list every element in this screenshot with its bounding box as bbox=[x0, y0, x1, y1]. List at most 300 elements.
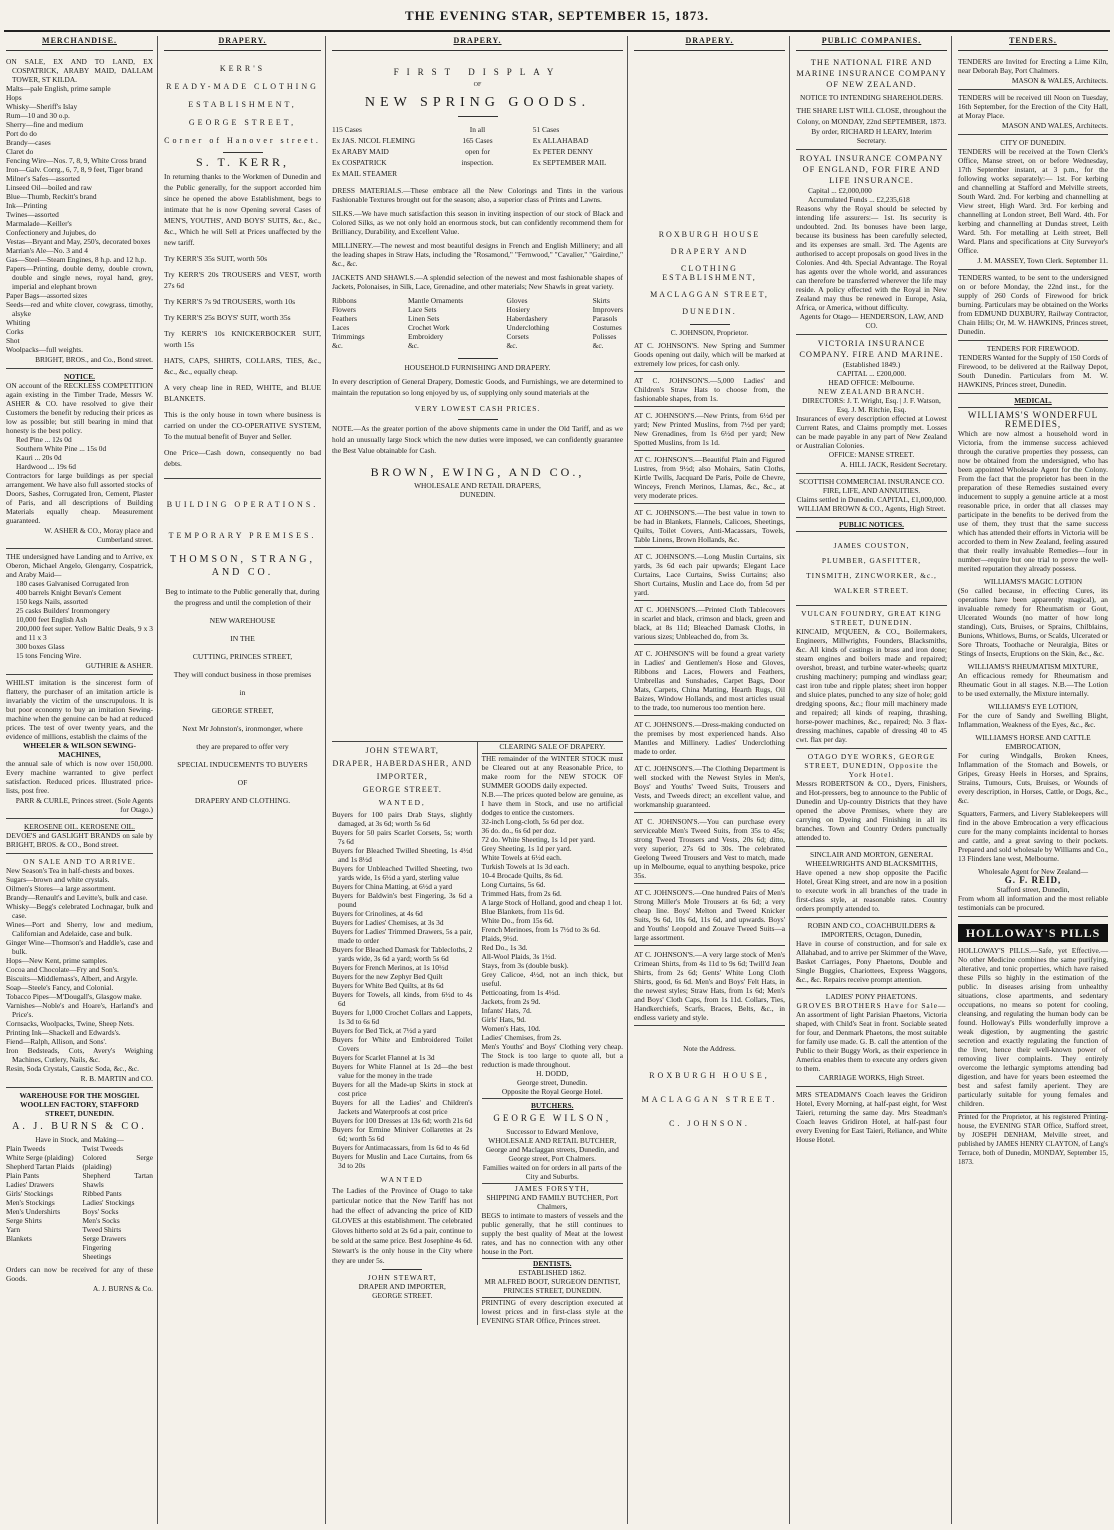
title-line: JOHN STEWART, bbox=[365, 746, 439, 755]
tender-city-dunedin bbox=[958, 135, 1108, 270]
head-office: HEAD OFFICE: Melbourne. bbox=[828, 378, 915, 387]
clearing-item: 36 do. do., 6s 6d per doz. bbox=[481, 826, 557, 835]
ship-line: Ex COSPATRICK bbox=[332, 158, 387, 167]
new-spring-goods: NEW SPRING GOODS. bbox=[364, 95, 591, 110]
tsc-line: IN THE bbox=[230, 634, 255, 643]
goods-grid-item: &c. bbox=[592, 341, 604, 350]
column-drapery-kerr bbox=[160, 36, 326, 1524]
clearing-item: White Towels at 6½d each. bbox=[481, 853, 562, 862]
groves-brothers-ad bbox=[796, 989, 947, 1087]
capital-list bbox=[796, 186, 947, 204]
goods-item: New Season's Tea in half-chests and boxes. bbox=[6, 866, 135, 875]
signature: BRIGHT, BROS., and Co., Bond street. bbox=[35, 355, 153, 364]
signature: W. ASHER & CO., Moray place and Cumberland street. bbox=[44, 526, 153, 544]
column-header: DRAPERY. bbox=[634, 36, 785, 51]
merchandise-item: Rum—10 and 30 o.p. bbox=[6, 111, 70, 120]
national-fire-ad bbox=[796, 54, 947, 150]
wanted-heading: WANTED, bbox=[378, 798, 426, 807]
ad-title: ROYAL INSURANCE COMPANY OF ENGLAND, FOR FIRE AND LIFE INSURANCE. bbox=[799, 154, 944, 185]
goods-item: Shepherd Tartan Plaids bbox=[6, 1162, 75, 1171]
roxburgh-proprietor: C. JOHNSON, Proprietor. bbox=[670, 328, 749, 337]
column-roxburgh bbox=[630, 36, 790, 1524]
goods-grid-item: Trimmings bbox=[332, 332, 365, 341]
goods-item: 300 boxes Glass bbox=[16, 642, 65, 651]
merchandise-list bbox=[6, 57, 153, 354]
signature: GUTHRIE & ASHER. bbox=[85, 661, 153, 670]
notice-body-2: Contractors for large buildings as per special arrangement. We have also full assorted stocks of Doors, Sashes, Corrugated Iron, Cement, Plaster of Paris, and all descriptions of Building Materials equally cheap. Measurement guaranteed. bbox=[6, 471, 153, 525]
brown-ewing-city: DUNEDIN. bbox=[459, 490, 496, 499]
ship-line: 165 Cases bbox=[462, 136, 493, 145]
goods-item: 10,000 feet English Ash bbox=[16, 615, 88, 624]
merchandise-item: Corks bbox=[6, 327, 24, 336]
lowest-prices: VERY LOWEST CASH PRICES. bbox=[414, 404, 541, 413]
ad-notice: NOTICE TO INTENDING SHAREHOLDERS. bbox=[799, 93, 944, 102]
asher-notice bbox=[6, 369, 153, 549]
goods-grid-item: Skirts bbox=[592, 296, 610, 305]
signature: A. J. BURNS & Co. bbox=[92, 1284, 153, 1293]
ad-title: TENDERS FOR FIREWOOD. bbox=[986, 344, 1080, 353]
masthead bbox=[0, 0, 1114, 34]
roxburgh-title bbox=[634, 230, 785, 316]
gf-reid-address: Stafford street, Dunedin, bbox=[996, 885, 1070, 894]
wanted-item: Buyers for Towels, all kinds, from 6½d to 4s 6d bbox=[332, 990, 473, 1008]
clearing-item: White Do., from 15s 6d. bbox=[481, 916, 554, 925]
notice-title: NOTICE. bbox=[63, 372, 95, 381]
goods-item: Fingering bbox=[82, 1243, 112, 1252]
merchandise-item: Malts—pale English, prime sample bbox=[6, 84, 111, 93]
squatters-note: Squatters, Farmers, and Livery Stablekeepers will find in the above Embrocation a very efficacious cure for the many complaints incidental to horses and cattle, and a great saving to their pockets. Prepared and sold wholesale by Williams and Co., 13 Flinders lane west, Melbourne. bbox=[958, 809, 1108, 863]
merchandise-item: Iron—Galv. Corrg., 6, 7, 8, 9 feet, Tiger brand bbox=[6, 165, 143, 174]
ad-body: Messrs ROBERTSON & CO., Dyers, Finishers, and Hot-pressers, beg to announce to the Public of Dunedin and Up-country Districts that they have opened the above Premises, where they are carrying on Dyeing and Finishing in all its branches. Town and Country Orders punctually attended to. bbox=[796, 779, 947, 842]
directors: DIRECTORS: J. T. Wright, Esq. | J. F. Watson, Esq. J. M. Ritchie, Esq. bbox=[802, 396, 941, 414]
tsc-body bbox=[164, 586, 321, 806]
ad-title: SCOTTISH COMMERCIAL INSURANCE CO. FIRE, LIFE, AND ANNUITIES. bbox=[798, 477, 945, 495]
merchandise-item: Paper Bags—assorted sizes bbox=[6, 291, 88, 300]
goods-item: Serge Shirts bbox=[6, 1216, 42, 1225]
goods-grid-item: Embroidery bbox=[407, 332, 444, 341]
johnson-item: AT C. JOHNSON'S.—Dress-making conducted on the premises by most experienced hands. Also Mantles and Millinery. Ladies' Underclothing made to order. bbox=[634, 720, 785, 760]
tsc-line: OF bbox=[237, 778, 248, 787]
capital-item: Accumulated Funds ... £2,235,618 bbox=[808, 195, 910, 204]
signature: By order, RICHARD H LEARY, Interim Secretary. bbox=[811, 127, 932, 145]
column-header: DRAPERY. bbox=[164, 36, 321, 51]
thomson-strang-ad bbox=[164, 479, 321, 817]
dress-materials: DRESS MATERIALS.—These embrace all the New Colorings and Tints in the various Fashionable Textures brought out for the season; also, a superior class of Prints and Lawns. bbox=[332, 186, 623, 204]
johnson-items bbox=[634, 341, 785, 1026]
clearing-item: Trimmed Hats, from 2s 6d. bbox=[481, 889, 562, 898]
ad-title: THE NATIONAL FIRE AND MARINE INSURANCE COMPANY OF NEW ZEALAND. bbox=[796, 58, 947, 89]
burns-title: A. J. BURNS & CO. bbox=[12, 1121, 147, 1132]
kerr-ad bbox=[164, 54, 321, 479]
ad-title: ON SALE AND TO ARRIVE. bbox=[23, 857, 136, 866]
goods-item: Men's Undershirts bbox=[6, 1207, 61, 1216]
kerr-item: Try KERR'S 20s TROUSERS and VEST, worth 27s 6d bbox=[164, 270, 321, 290]
clearing-item: Jackets, from 2s 9d. bbox=[481, 997, 541, 1006]
note-address: Note the Address. bbox=[683, 1044, 736, 1053]
merchandise-item: ON SALE, EX AND TO LAND, EX COSPATRICK, ARABY MAID, DALLAM TOWER, ST KILDA. bbox=[6, 57, 153, 84]
goods-grid-item: Flowers bbox=[332, 305, 356, 314]
tsc-title: THOMSON, STRANG, AND CO. bbox=[170, 554, 315, 578]
clearing-foot: Men's Youths' and Boys' Clothing very cheap. The Stock is too large to quote all, but a reduction is made throughout. bbox=[481, 1042, 623, 1069]
ship-line: Ex ARABY MAID bbox=[332, 147, 389, 156]
note: NOTE.—As the greater portion of the above shipments came in under the Old Tariff, and as we hold an unusually large Stock which the new duties were imposed, we can confidently guarantee the Best Value obtainable for Cash. bbox=[332, 424, 623, 455]
rheumatism-title: WILLIAMS'S RHEUMATISM MIXTURE, bbox=[967, 662, 1099, 671]
goods-item: Twist Tweeds bbox=[82, 1144, 123, 1153]
goods-item: Fiend—Ralph, Allison, and Sons'. bbox=[6, 1037, 107, 1046]
signature: CARRIAGE WORKS, High Street. bbox=[818, 1073, 925, 1082]
goods-grid-item: Lace Sets bbox=[407, 305, 437, 314]
merchandise-item: Marmalade—Keiller's bbox=[6, 219, 72, 228]
tender-city-hall bbox=[958, 90, 1108, 135]
ship-line: open for bbox=[465, 147, 490, 156]
wanted-item: Buyers for Muslin and Lace Curtains, from 6s 3d to 20s bbox=[332, 1152, 473, 1170]
clearing-item: Turkish Towels at 1s 3d each. bbox=[481, 862, 570, 871]
capital-item: Capital ... £2,000,000 bbox=[808, 186, 872, 195]
goods-grid-item: Gloves bbox=[506, 296, 528, 305]
goods-grid-item: Hosiery bbox=[506, 305, 530, 314]
williams-remedies-ad bbox=[958, 408, 1108, 917]
wanted-item: Buyers for White Flannel at 1s 2d—the best value for the money in the trade bbox=[332, 1062, 473, 1080]
goods-item: Ladies' Drawers bbox=[6, 1180, 54, 1189]
steadman-coach-ad bbox=[796, 1087, 947, 1148]
goods-item: Tobacco Pipes—M'Dougall's, Glasgow make. bbox=[6, 992, 142, 1001]
alfred-boot: MR ALFRED BOOT, SURGEON DENTIST, PRINCES STREET, DUNEDIN. bbox=[482, 1277, 624, 1298]
title-line: GEORGE STREET. bbox=[362, 785, 442, 794]
clearing-intro: THE remainder of the WINTER STOCK must be Cleared out at any Reasonable Price, to make room for the NEW STOCK OF SUMMER GOODS daily expected. bbox=[481, 754, 623, 790]
title-line: MACLAGGAN STREET, bbox=[650, 290, 769, 299]
clearing-item: Stays, from 3s (double busk). bbox=[481, 961, 569, 970]
kerr-name: S. T. KERR, bbox=[196, 155, 289, 169]
clearing-item: Girls' Hats, 9d. bbox=[481, 1015, 526, 1024]
johnson-item: AT C. JOHNSON'S.—You can purchase every serviceable Men's Tweed Suits, from 35s to 45s; strong Tweed Trousers and Vests, 20s 6d; ditto, very superior, 27s 6d to 30s. The celebrated Geelong Tweed Trousers and Vest to match, made up in Melbourne, equal to anything bespoke, price 35s. bbox=[634, 817, 785, 884]
wanted-item: Buyers for 100 pairs Drab Stays, slightly damaged, at 3s 6d; worth 5s 6d bbox=[332, 810, 473, 828]
ad-header: LADIES' PONY PHAETONS. bbox=[825, 992, 918, 1001]
tsc-line: NEW WAREHOUSE bbox=[209, 616, 276, 625]
goods-item: Ribbed Pants bbox=[82, 1189, 122, 1198]
john-stewart-ad bbox=[328, 742, 478, 1325]
title-line: DRAPER, HABERDASHER, AND bbox=[332, 759, 473, 768]
ad-body: Have opened a new shop opposite the Pacific Hotel, Great King street, and are now in a position to execute work in all branches of the trade in first-class style, at reasonable rates. Country orders promptly attended to. bbox=[796, 868, 947, 913]
goods-item: Blankets bbox=[6, 1234, 32, 1243]
goods-item: Serge Drawers bbox=[82, 1234, 127, 1243]
clearing-item: Grey Sheeting, 1s 1d per yard. bbox=[481, 844, 572, 853]
price-list bbox=[6, 435, 153, 471]
tender-firewood-1 bbox=[958, 270, 1108, 341]
merchandise-item: Linseed Oil—boiled and raw bbox=[6, 183, 92, 192]
ship-line: Ex SEPTEMBER MAIL bbox=[532, 158, 607, 167]
household-body: In every description of General Drapery, Domestic Goods, and Furnishings, we are determined to maintain the reputation so long enjoyed by us, of supplying only sound materials at the bbox=[332, 377, 623, 397]
goods-grid-item: Underclothing bbox=[506, 323, 550, 332]
clearing-item: Plaids, 9½d. bbox=[481, 934, 519, 943]
divider bbox=[223, 152, 263, 153]
column-header: PUBLIC COMPANIES. bbox=[796, 36, 947, 51]
divider bbox=[690, 324, 730, 325]
goods-item: White Serge (plaiding) bbox=[6, 1153, 74, 1162]
ad-body: Have in course of construction, and for sale ex Allahabad, and to arrive per Skimmer of the Wave, Basket Carriages, Pony Phaetons, Double and Single Buggies, Chariottees, Express Waggons, &c., &c. Repairs receive prompt attention. bbox=[796, 939, 947, 984]
masthead-rule bbox=[4, 30, 1110, 32]
robin-co-ad bbox=[796, 918, 947, 989]
on-sale-ad bbox=[6, 854, 153, 1088]
merchandise-item: Port do do bbox=[6, 129, 37, 138]
goods-list bbox=[6, 866, 153, 1073]
tsc-line: SPECIAL INDUCEMENTS TO BUYERS bbox=[177, 760, 308, 769]
notice-body: ON account of the RECKLESS COMPETITION again existing in the Timber Trade, Messrs W. ASHER & CO. have resolved to give their Customers the benefit by reducing their prices as low as possible; but still bearing in mind that honesty is the best policy. bbox=[6, 381, 153, 435]
millinery: MILLINERY.—The newest and most beautiful designs in French and English Millinery; and all the leading shapes in Straw Hats, including the "Rosamond," "Fernwood," "Cavalier," "Gairdine," &c., &c. bbox=[332, 241, 623, 268]
clearing-nb: N.B.—The prices quoted below are genuine, as I have them in Stock, and use no artificial dodges to entice the customers. bbox=[481, 790, 623, 817]
kerr-item: Try KERR'S 10s KNICKERBOCKER SUIT, worth 15s bbox=[164, 329, 321, 349]
tsc-line: DRAPERY AND CLOTHING. bbox=[194, 796, 291, 805]
goods-grid-item: Polisses bbox=[592, 332, 617, 341]
johnson-item: AT C. JOHNSON'S.—One hundred Pairs of Men's Strong Miller's Mole Trousers at 6s 6d; a very cheap line. Boys' Melton and Tweed Knicker Suits, 9s 6d, 10s 6d, 11s 6d, and upwards. Boys' and Youths' Leopold and Zouave Tweed Suits—a large assortment. bbox=[634, 888, 785, 946]
ad-title: WILLIAMS'S WONDERFUL REMEDIES, bbox=[967, 410, 1099, 429]
dodd-sig-3: Opposite the Royal George Hotel. bbox=[482, 1087, 624, 1099]
stewart-sig-3: GEORGE STREET. bbox=[372, 1291, 433, 1300]
wanted-list bbox=[332, 810, 473, 1170]
dentists-header: DENTISTS. bbox=[533, 1259, 572, 1268]
merchandise-item: Claret do bbox=[6, 147, 34, 156]
goods-item: Men's Socks bbox=[82, 1216, 120, 1225]
merchandise-item: Sherry—fine and medium bbox=[6, 120, 84, 129]
goods-grid-item: Corsets bbox=[506, 332, 529, 341]
wanted-item: Buyers for White Bed Quilts, at 8s 6d bbox=[332, 981, 444, 990]
goods-grid-item: Mantle Ornaments bbox=[407, 296, 464, 305]
kerr-item: Try KERR'S 35s SUIT, worth 50s bbox=[164, 254, 268, 263]
ad-body: MRS STEADMAN'S Coach leaves the Gridiron Hotel, Every Morning, at half-past eight, for West Taieri, returning the same day. Mrs Steadman's Coach leaves Gridiron Hotel, at half-past four every Evening for East Taieri, Reliance, and White House Hotel. bbox=[796, 1090, 947, 1144]
ships-middle bbox=[451, 123, 503, 180]
ad-title: VICTORIA INSURANCE COMPANY. FIRE AND MARINE. bbox=[799, 339, 944, 359]
johnson-item: AT C. JOHNSON'S.—Printed Cloth Tablecovers in scarlet and black, crimson and black, green and black, at 8s 11d; Bleached Damask Cloths, in various sizes; Unbleached do, from 3s. bbox=[634, 605, 785, 645]
royal-insurance-ad bbox=[796, 150, 947, 335]
column-merchandise bbox=[2, 36, 158, 1524]
medical-header: MEDICAL. bbox=[958, 394, 1108, 408]
wanted-item: Buyers for Ladies' Chemises, at 3s 3d bbox=[332, 918, 444, 927]
column-drapery-main bbox=[328, 36, 628, 1524]
goods-grid-item: Improvers bbox=[592, 305, 623, 314]
ship-line: inspection. bbox=[461, 158, 494, 167]
goods-item: 150 kegs Nails, assorted bbox=[16, 597, 88, 606]
jackets-shawls: JACKETS AND SHAWLS.—A splendid selection of the newest and most fashionable shapes of Jackets, Polonaises, in Silk, Lace, Grenadine, and other materials; New Shawls in great variety. bbox=[332, 273, 623, 291]
goods-item: Resin, Soda Crystals, Caustic Soda, &c., &c. bbox=[6, 1064, 140, 1073]
stewart-title bbox=[332, 746, 473, 794]
title-line: DUNEDIN. bbox=[682, 307, 737, 316]
merchandise-item: Seeds—red and white clover, cowgrass, timothy, alsyke bbox=[6, 300, 153, 318]
johnson-item: AT C. JOHNSON'S.—New Prints, from 6½d per yard; New Printed Muslins, from 7½d per yard; New Grenadines, from 1s 6½d per yard; New Spotted Muslins, from 1s 1d. bbox=[634, 411, 785, 451]
clearing-item: Blue Blankets, from 11s 6d. bbox=[481, 907, 565, 916]
ad-body: TENDERS Wanted for the Supply of 150 Cords of Firewood, to be delivered at the Railway Depot, South Dunedin. Particulars from M. W. HAWKINS, Princes street, Dunedin. bbox=[958, 353, 1108, 389]
ad-body: An assortment of light Parisian Phaetons, Victoria shaped, with Child's Seat in front. Sociable seated for four, and Denmark Phaetons, the most suitable for family use made. G. B. call the attention of the Public to their Buggy Work, as their experience in America enables them to execute any orders given to them. bbox=[796, 1010, 947, 1073]
goods-grid-item: Crochet Work bbox=[407, 323, 450, 332]
goods-item: Girls' Stockings bbox=[6, 1189, 54, 1198]
column-tenders bbox=[954, 36, 1112, 1524]
jf-sub: SHIPPING AND FAMILY BUTCHER, Port Chalmers, bbox=[486, 1193, 619, 1211]
brown-ewing-ad bbox=[332, 54, 623, 742]
holloway-banner: HOLLOWAY'S PILLS bbox=[958, 924, 1108, 942]
wanted-item: Buyers for 100 Dresses at 13s 6d; worth 21s 6d bbox=[332, 1116, 473, 1125]
tsc-line: GEORGE STREET, bbox=[211, 706, 274, 715]
clearing-item: Long Curtains, 5s 6d. bbox=[481, 880, 546, 889]
merchandise-item: Ink—Printing bbox=[6, 201, 48, 210]
ad-title: CITY OF DUNEDIN. bbox=[1000, 138, 1066, 147]
signature: MASON & WALES, Architects. bbox=[1011, 76, 1108, 85]
clearing-item: Infants' Hats, 7d. bbox=[481, 1006, 532, 1015]
ad-body: THE SHARE LIST WILL CLOSE, throughout the Colony, on MONDAY, 22nd SEPTEMBER, 1873. bbox=[796, 106, 947, 126]
ad-body: TENDERS will be received till Noon on Tuesday, 16th September, for the Erection of the City Hall, at Moray Place. bbox=[958, 93, 1108, 120]
tender-firewood-2 bbox=[958, 341, 1108, 394]
kerr-item: HATS, CAPS, SHIRTS, COLLARS, TIES, &c., &c., &c., equally cheap. bbox=[164, 356, 321, 376]
kerr-title bbox=[164, 62, 321, 147]
goods-item: Varnishes—Noble's and Hoare's, Harland's and Price's. bbox=[6, 1001, 153, 1019]
wanted-item: Buyers for Ladies' Trimmed Drawers, 5s a pair, made to order bbox=[332, 927, 473, 945]
ad-title: OTAGO DYE WORKS, GEORGE STREET, DUNEDIN, Opposite the York Hotel. bbox=[804, 752, 939, 779]
ad-body: THE undersigned have Landing and to Arrive, ex Oberon, Michael Angelo, Glengarry, Cospatrick, and Araby Maid— bbox=[6, 552, 153, 579]
ships-table bbox=[332, 123, 623, 180]
printing-notice: PRINTING of every description executed at lowest prices and in first-class style at the EVENING STAR Office, Princes street. bbox=[481, 1298, 623, 1325]
couston-title bbox=[796, 541, 947, 595]
johnson-item: AT C. JOHNSON'S.—5,000 Ladies' and Children's Straw Hats to choose from, the fashionable shapes, from 1s. bbox=[634, 376, 785, 407]
price-item: Red Pine ... 12s 0d bbox=[16, 435, 72, 444]
ad-body: KINCAID, M'QUEEN, & CO., Boilermakers, Engineers, Millwrights, Founders, Blacksmiths, &c. All kinds of castings in brass and iron done; steam engines and boilers made and repaired; overshot, breast, and turbine water-wheels; quartz crushing machinery; pumping and windlass gear; cast iron tube and ripple plates; sheet iron hopper and sluice plates, punched to any size of hole; gold dredging spoons, &c.; flour mill machinery made and repaired; all kinds of reaping, thrashing, horse-power machines, &c., repaired; No. 3 flax-dressing machines, capable of dressing 40 to 45 cwt. flax per day. bbox=[796, 627, 947, 744]
wanted-item: Buyers for Scarlet Flannel at 1s 3d bbox=[332, 1053, 435, 1062]
johnson-item: AT C. JOHNSON'S.—A very large stock of Men's Crimean Shirts, from 4s 11d to 9s 6d; Twill'd Jean Shirts, from 2s 6d; Gents' White Long Cloth Shirts, good, 6s 6d. Men's and Boys' Felt Hats, in the newest styles; Straw Hats, from 1s 6d; Men's and Boys' Cloth Caps, from 1s 11d. Collars, Ties, Handkerchiefs, Scarfs, Braces, Belts, &c., in endless variety and style. bbox=[634, 950, 785, 1026]
merchandise-item: Whiting bbox=[6, 318, 31, 327]
wanted-item: Buyers for Antimacassars, from 1s 6d to 4s 6d bbox=[332, 1143, 469, 1152]
johnson-item: AT C. JOHNSON'S.—Beautiful Plain and Figured Lustres, from 9½d; also Mohairs, Satin Cloths, Kirtle Twills, Jacquard De Paris, Poile de Chevre, Winceys, French Merinos, Llamas, &c., &c., at very moderate prices. bbox=[634, 455, 785, 504]
goods-list bbox=[6, 579, 153, 660]
goods-item: 200,000 feet super. Yellow Baltic Deals, 9 x 3 and 11 x 3 bbox=[16, 624, 153, 642]
tsc-line: in bbox=[239, 688, 246, 697]
merchandise-item: Papers—Printing, double demy, double crown, double and single news, royal hand, grey, imperial and elephant brown bbox=[6, 264, 153, 291]
wanted-item: Buyers for 50 pairs Scarlet Corsets, 5s; worth 7s 6d bbox=[332, 828, 473, 846]
goods-item: Colored Serge (plaiding) bbox=[82, 1153, 153, 1171]
sinclair-morton-ad bbox=[796, 847, 947, 918]
goods-grid-item: &c. bbox=[332, 341, 343, 350]
dodd-sig-1: H. DODD, bbox=[536, 1069, 569, 1078]
ships-right bbox=[533, 123, 623, 180]
goods-left bbox=[6, 1144, 77, 1261]
kerosene-ad bbox=[6, 819, 153, 854]
ship-line: 51 Cases bbox=[532, 125, 560, 134]
goods-item: Plain Tweeds bbox=[6, 1144, 46, 1153]
goods-item: Yarn bbox=[6, 1225, 21, 1234]
clearing-item: 32-inch Long-cloth, 5s 6d per doz. bbox=[481, 817, 584, 826]
merchandise-item: Marrian's Ale—No. 3 and 4 bbox=[6, 246, 88, 255]
wanted-item: Buyers for China Matting, at 6½d a yard bbox=[332, 882, 453, 891]
merchandise-item: Blue—Thumb, Reckitt's brand bbox=[6, 192, 97, 201]
butchers-header: BUTCHERS. bbox=[530, 1101, 574, 1110]
goods-item: Whisky—Begg's celebrated Lochnagar, bulk and case. bbox=[6, 902, 153, 920]
ship-line: 115 Cases bbox=[332, 125, 362, 134]
address-2: MACLAGGAN STREET. bbox=[641, 1095, 778, 1104]
goods-item: Ladies' Stockings bbox=[82, 1198, 135, 1207]
dodd-sig-2: George street, Dunedin. bbox=[517, 1078, 588, 1087]
goods-item: Plain Pants bbox=[6, 1171, 40, 1180]
title-line: JAMES COUSTON, bbox=[833, 541, 910, 550]
scottish-commercial-ad bbox=[796, 474, 947, 518]
dodd-clearing-ad bbox=[478, 742, 628, 1325]
ship-line: Ex JAS. NICOL FLEMING bbox=[332, 136, 416, 145]
kerr-item: Try KERR'S 25s BOYS' SUIT, worth 35s bbox=[164, 313, 291, 322]
newspaper-title: THE EVENING STAR, SEPTEMBER 15, 1873. bbox=[404, 8, 710, 23]
goods-item: Cornsacks, Woolpacks, Twine, Sheep Nets. bbox=[6, 1019, 134, 1028]
goods-item: 400 barrels Knight Bevan's Cement bbox=[16, 588, 122, 597]
signature: R. B. MARTIN and CO. bbox=[80, 1074, 153, 1083]
ad-body: Insurances of every description effected at Lowest Current Rates, and Claims promptly met. Losses can be made payable in any part of New Zealand or Australian Colonies. bbox=[796, 414, 947, 450]
otago-dye-ad bbox=[796, 749, 947, 847]
kerr-item: Try KERR'S 7s 9d TROUSERS, worth 10s bbox=[164, 297, 296, 306]
victoria-insurance-ad bbox=[796, 335, 947, 474]
ad-body: DEVOE'S and GASLIGHT BRANDS on sale by BRIGHT, BROS. & CO., Bond street. bbox=[6, 831, 153, 849]
goods-item: Sheetings bbox=[82, 1252, 112, 1261]
goods-item: Boys' Socks bbox=[82, 1207, 119, 1216]
ad-title: KEROSENE OIL. KEROSENE OIL. bbox=[23, 822, 136, 831]
tsc-line: CUTTING, PRINCES STREET, bbox=[192, 652, 293, 661]
goods-grid-column bbox=[593, 296, 623, 350]
goods-grid-item: Parasols bbox=[592, 314, 618, 323]
signature: MASON AND WALES, Architects. bbox=[1002, 121, 1108, 130]
tender-lime-kiln bbox=[958, 54, 1108, 90]
goods-item: Soap—Steele's Fancy, and Colonial. bbox=[6, 983, 114, 992]
gw-body: WHOLESALE AND RETAIL BUTCHER, George and Maclaggan streets, Dunedin, and George street, Port Chalmers. bbox=[485, 1136, 619, 1163]
column-public-companies bbox=[792, 36, 952, 1524]
wanted-item: Buyers for Ermine Miniver Collarettes at 2s 6d; worth 5s 6d bbox=[332, 1125, 473, 1143]
goods-item: Printing Ink—Shackell and Edwards's. bbox=[6, 1028, 121, 1037]
clearing-item: Red Do., 1s 3d. bbox=[481, 943, 528, 952]
wanted-item: Buyers for all the Ladies' and Children's Jackets and Waterproofs at cost price bbox=[332, 1098, 473, 1116]
imprint: Printed for the Proprietor, at his registered Printing-house, the EVENING STAR Office, Stafford street, by JOSEPH DENHAM, Melville street, and published by JAMES HENRY CLAYTON, of Lang's Terrace, both of Dunedin, MONDAY, September 15, 1873. bbox=[958, 1113, 1108, 1166]
johnson-item: AT C. JOHNSON'S will be found a great variety in Ladies' and Gentlemen's Hose and Gloves, Ribbons and Laces, Flowers and Feathers, Umbrellas and Sunshades, Carpet Bags, Door Mats, Carpets, China Matting, Hearth Rugs, Oil Baizes, Window Hollands, and most articles usual to the trade, too numerous too mention here. bbox=[634, 649, 785, 716]
goods-grid-item: &c. bbox=[506, 341, 518, 350]
merchandise-item: Fencing Wire—Nos. 7, 8, 9, White Cross brand bbox=[6, 156, 147, 165]
clearing-item: Ladies' Chemises, from 2s. bbox=[481, 1033, 562, 1042]
merchandise-item: Shot bbox=[6, 336, 20, 345]
ad-body: TENDERS wanted, to be sent to the undersigned on or before Monday, the 22nd inst., for the supply of 260 Cords of Firewood for brick burning. Particulars may be obtained on the Works from EDMUND DUXBURY, Railway Contractor, Chain Hills; Or, M. W. HAWKINS, Princes street, Dunedin. bbox=[958, 273, 1108, 336]
signature: J. M. MASSEY, Town Clerk. September 11. bbox=[977, 256, 1108, 265]
clearing-item: Petticoating, from 1s 4½d. bbox=[481, 988, 560, 997]
goods-item: Hops—New Kent, prime samples. bbox=[6, 956, 108, 965]
title-line: ESTABLISHMENT, bbox=[188, 100, 297, 109]
title-line: WALKER STREET. bbox=[833, 586, 910, 595]
merchandise-item: Gas—Steel—Steam Engines, 8 h.p. and 12 h.p. bbox=[6, 255, 147, 264]
wanted-item: Buyers for Bed Tick, at 7½d a yard bbox=[332, 1026, 437, 1035]
divider bbox=[382, 1269, 422, 1270]
eye-lotion-body: For the cure of Sandy and Swelling Blight, Inflammation, Weakness of the Eyes, &c., &c. bbox=[958, 711, 1108, 729]
eye-lotion-title: WILLIAMS'S EYE LOTION, bbox=[988, 702, 1078, 711]
title-line: READY-MADE CLOTHING bbox=[166, 82, 319, 91]
office: OFFICE: MANSE STREET. bbox=[828, 450, 915, 459]
tsc-line: Beg to intimate to the Public generally that, during the progress and until the completion of their bbox=[165, 587, 320, 607]
goods-item: Iron Bedsteads, Cots, Avery's Weighing Machines, Cutlery, Nails, &c. bbox=[6, 1046, 153, 1064]
goods-grid-item: Haberdashery bbox=[506, 314, 548, 323]
divider bbox=[458, 116, 498, 117]
divider bbox=[458, 358, 498, 359]
merchandise-item: Woolpacks—full weights. bbox=[6, 345, 83, 354]
info-line: From whom all information and the most reliable testimonials can be procured. bbox=[958, 894, 1108, 912]
ad-body-2: the annual sale of which is now over 150,000. Every machine warranted to give perfect satisfaction. Reduced prices. Illustrated price-lists, post free. bbox=[6, 759, 153, 795]
merchandise-item: Vestas—Bryant and May, 250's, decorated boxes bbox=[6, 237, 151, 246]
goods-grid-item: Linen Sets bbox=[407, 314, 440, 323]
goods-grid-column bbox=[507, 296, 550, 350]
goods-grid-item: Laces bbox=[332, 323, 350, 332]
wanted-item: Buyers for 1,000 Crochet Collars and Lappets, 1s 3d to 6s 6d bbox=[332, 1008, 473, 1026]
goods-right bbox=[82, 1144, 153, 1261]
temporary-premises: TEMPORARY PREMISES. bbox=[168, 531, 317, 540]
title-line: Corner of Hanover street. bbox=[164, 136, 321, 145]
goods-item: 180 cases Galvanised Corrugated Iron bbox=[16, 579, 129, 588]
bright-bros-ad bbox=[6, 54, 153, 369]
price-item: Southern White Pine ... 15s 0d bbox=[16, 444, 107, 453]
column-header: MERCHANDISE. bbox=[6, 36, 153, 51]
clearing-item: A large Stock of Holland, good and cheap 1 lot. bbox=[481, 898, 623, 907]
